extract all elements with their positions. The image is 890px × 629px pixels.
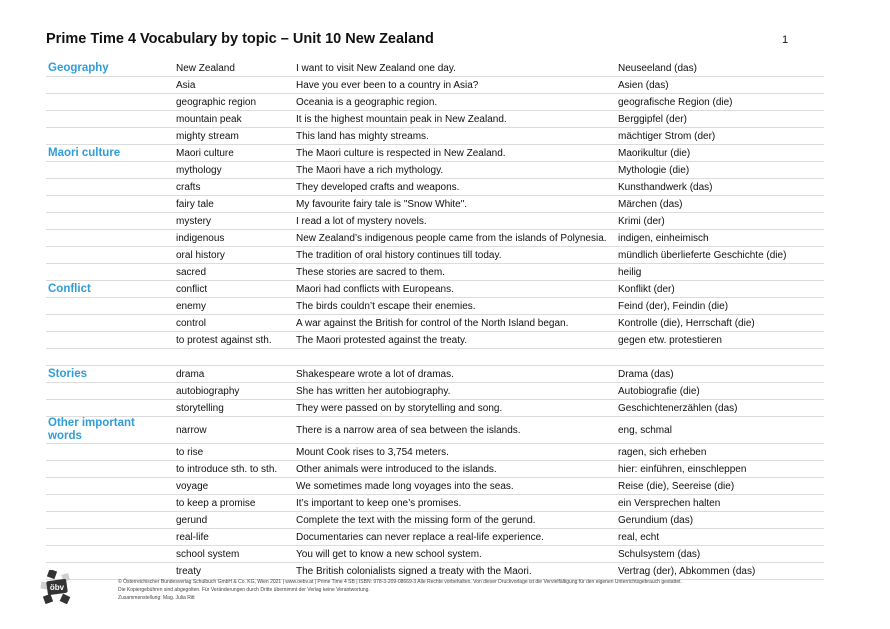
vocabulary-table <box>46 60 824 580</box>
german-translation: gegen etw. protestieren <box>618 334 722 346</box>
page-header <box>46 31 796 51</box>
example-sentence: It is the highest mountain peak in New Zealand. <box>296 113 507 125</box>
example-sentence: Other animals were introduced to the islands. <box>296 463 497 475</box>
english-term: mythology <box>176 164 222 176</box>
example-sentence: She has written her autobiography. <box>296 385 451 397</box>
example-sentence: The Maori have a rich mythology. <box>296 164 444 176</box>
example-sentence: This land has mighty streams. <box>296 130 429 142</box>
german-translation: indigen, einheimisch <box>618 232 709 244</box>
example-sentence: The tradition of oral history continues till today. <box>296 249 502 261</box>
table-row <box>46 349 824 366</box>
english-term: to keep a promise <box>176 497 256 509</box>
english-term: school system <box>176 548 240 560</box>
topic-heading <box>48 383 170 399</box>
page-title: Prime Time 4 Vocabulary by topic – Unit 10 New Zealand <box>46 31 434 47</box>
english-term: crafts <box>176 181 201 193</box>
topic-heading <box>48 529 170 545</box>
table-row <box>46 77 824 94</box>
topic-heading <box>48 230 170 246</box>
example-sentence: These stories are sacred to them. <box>296 266 445 278</box>
example-sentence: Oceania is a geographic region. <box>296 96 438 108</box>
english-term: mighty stream <box>176 130 239 142</box>
german-translation: mündlich überlieferte Geschichte (die) <box>618 249 787 261</box>
table-row <box>46 162 824 179</box>
table-row <box>46 383 824 400</box>
topic-heading <box>48 77 170 93</box>
german-translation: eng, schmal <box>618 424 672 436</box>
topic-heading: Maori culture <box>48 146 121 159</box>
topic-heading <box>48 264 170 280</box>
example-sentence: I want to visit New Zealand one day. <box>296 62 456 74</box>
table-row <box>46 298 824 315</box>
table-row <box>46 230 824 247</box>
english-term: oral history <box>176 249 225 261</box>
topic-heading <box>48 128 170 144</box>
german-translation: Vertrag (der), Abkommen (das) <box>618 565 756 577</box>
example-sentence: Have you ever been to a country in Asia? <box>296 79 479 91</box>
german-translation: Drama (das) <box>618 368 674 380</box>
table-row <box>46 111 824 128</box>
english-term: enemy <box>176 300 207 312</box>
english-term: sacred <box>176 266 207 278</box>
footer-text <box>118 578 682 602</box>
english-term: indigenous <box>176 232 225 244</box>
german-translation: Neuseeland (das) <box>618 62 697 74</box>
table-row <box>46 332 824 349</box>
english-term: mountain peak <box>176 113 242 125</box>
table-row <box>46 417 824 444</box>
english-term: New Zealand <box>176 62 235 74</box>
example-sentence: You will get to know a new school system. <box>296 548 482 560</box>
example-sentence: There is a narrow area of sea between the islands. <box>296 424 521 436</box>
topic-heading <box>48 444 170 460</box>
table-row <box>46 213 824 230</box>
topic-heading: Geography <box>48 61 109 74</box>
table-row <box>46 247 824 264</box>
german-translation: ein Versprechen halten <box>618 497 721 509</box>
german-translation: hier: einführen, einschleppen <box>618 463 747 475</box>
topic-heading <box>48 196 170 212</box>
table-row <box>46 196 824 213</box>
example-sentence: Maori had conflicts with Europeans. <box>296 283 454 295</box>
footer-copyright: © Österreichischer Bundesverlag Schulbuch GmbH & Co. KG, Wien 2021 | www.oebv.at | Prime Time 4 SB | ISBN: 978-3-209-08669-3 Alle Rechte vorbehalten. Von dieser Druckvorlage ist die Vervielfältigung für den eigenen Unterrichtsgebrauch gestattet. <box>118 579 682 585</box>
topic-heading <box>48 546 170 562</box>
english-term: real-life <box>176 531 209 543</box>
english-term: gerund <box>176 514 208 526</box>
example-sentence: I read a lot of mystery novels. <box>296 215 427 227</box>
german-translation: Kontrolle (die), Herrschaft (die) <box>618 317 755 329</box>
example-sentence: New Zealand’s indigenous people came from the islands of Polynesia. <box>296 232 607 244</box>
german-translation: Geschichtenerzählen (das) <box>618 402 738 414</box>
german-translation: Autobiografie (die) <box>618 385 700 397</box>
page-number: 1 <box>782 34 789 46</box>
table-row <box>46 546 824 563</box>
footer-fees-note: Die Kopiergebühren sind abgegolten. Für Veränderungen durch Dritte übernimmt der Verlag keine Verantwortung. <box>118 587 370 593</box>
german-translation: Schulsystem (das) <box>618 548 701 560</box>
table-row <box>46 495 824 512</box>
topic-heading <box>48 461 170 477</box>
german-translation: Asien (das) <box>618 79 669 91</box>
topic-heading <box>48 111 170 127</box>
topic-heading <box>48 478 170 494</box>
english-term: narrow <box>176 424 207 436</box>
topic-heading <box>48 298 170 314</box>
table-row <box>46 400 824 417</box>
english-term: storytelling <box>176 402 224 414</box>
example-sentence: Shakespeare wrote a lot of dramas. <box>296 368 454 380</box>
german-translation: ragen, sich erheben <box>618 446 707 458</box>
english-term: Maori culture <box>176 147 234 159</box>
example-sentence: The British colonialists signed a treaty with the Maori. <box>296 565 532 577</box>
oebv-logo-icon <box>40 570 74 604</box>
english-term: to protest against sth. <box>176 334 272 346</box>
german-translation: Märchen (das) <box>618 198 683 210</box>
example-sentence: Mount Cook rises to 3,754 meters. <box>296 446 449 458</box>
german-translation: Feind (der), Feindin (die) <box>618 300 729 312</box>
example-sentence: The Maori protested against the treaty. <box>296 334 468 346</box>
english-term: Asia <box>176 79 196 91</box>
english-term <box>176 349 294 365</box>
german-translation: Kunsthandwerk (das) <box>618 181 713 193</box>
german-translation: heilig <box>618 266 642 278</box>
topic-heading <box>48 400 170 416</box>
topic-heading <box>48 213 170 229</box>
english-term: drama <box>176 368 205 380</box>
topic-heading: Conflict <box>48 282 91 295</box>
table-row <box>46 128 824 145</box>
english-term: conflict <box>176 283 208 295</box>
german-translation: Konflikt (der) <box>618 283 675 295</box>
example-sentence: My favourite fairy tale is "Snow White". <box>296 198 468 210</box>
table-row <box>46 366 824 383</box>
german-translation: Maorikultur (die) <box>618 147 691 159</box>
example-sentence: They were passed on by storytelling and song. <box>296 402 503 414</box>
example-sentence: The Maori culture is respected in New Zealand. <box>296 147 506 159</box>
table-row <box>46 461 824 478</box>
english-term: treaty <box>176 565 202 577</box>
topic-heading <box>48 162 170 178</box>
german-translation: Reise (die), Seereise (die) <box>618 480 735 492</box>
german-translation <box>618 349 824 365</box>
german-translation: real, echt <box>618 531 660 543</box>
table-row <box>46 444 824 461</box>
topic-heading <box>48 349 170 365</box>
example-sentence: The birds couldn’t escape their enemies. <box>296 300 476 312</box>
topic-heading <box>48 495 170 511</box>
german-translation: Mythologie (die) <box>618 164 690 176</box>
english-term: to rise <box>176 446 204 458</box>
english-term: voyage <box>176 480 209 492</box>
page-footer <box>40 568 840 618</box>
logo-text: öbv <box>49 583 65 592</box>
table-row <box>46 264 824 281</box>
german-translation: mächtiger Strom (der) <box>618 130 716 142</box>
topic-heading <box>48 179 170 195</box>
german-translation: Berggipfel (der) <box>618 113 687 125</box>
english-term: fairy tale <box>176 198 214 210</box>
example-sentence <box>296 349 616 365</box>
example-sentence: Complete the text with the missing form of the gerund. <box>296 514 536 526</box>
german-translation: geografische Region (die) <box>618 96 733 108</box>
english-term: autobiography <box>176 385 240 397</box>
example-sentence: It’s important to keep one’s promises. <box>296 497 462 509</box>
table-row <box>46 529 824 546</box>
example-sentence: They developed crafts and weapons. <box>296 181 460 193</box>
topic-heading <box>48 512 170 528</box>
footer-compiled-by: Zusammenstellung: Mag. Julia Ritt <box>118 595 195 601</box>
table-row <box>46 94 824 111</box>
table-row <box>46 60 824 77</box>
table-row <box>46 315 824 332</box>
table-row <box>46 179 824 196</box>
english-term: control <box>176 317 207 329</box>
topic-heading: Other important words <box>48 417 135 442</box>
table-row <box>46 512 824 529</box>
english-term: geographic region <box>176 96 257 108</box>
german-translation: Krimi (der) <box>618 215 665 227</box>
table-row <box>46 145 824 162</box>
topic-heading <box>48 315 170 331</box>
table-row <box>46 281 824 298</box>
topic-heading <box>48 332 170 348</box>
topic-heading: Stories <box>48 367 87 380</box>
topic-heading <box>48 94 170 110</box>
english-term: mystery <box>176 215 211 227</box>
example-sentence: Documentaries can never replace a real-life experience. <box>296 531 544 543</box>
example-sentence: A war against the British for control of the North Island began. <box>296 317 569 329</box>
english-term: to introduce sth. to sth. <box>176 463 278 475</box>
german-translation: Gerundium (das) <box>618 514 694 526</box>
table-row <box>46 478 824 495</box>
topic-heading <box>48 247 170 263</box>
example-sentence: We sometimes made long voyages into the seas. <box>296 480 514 492</box>
